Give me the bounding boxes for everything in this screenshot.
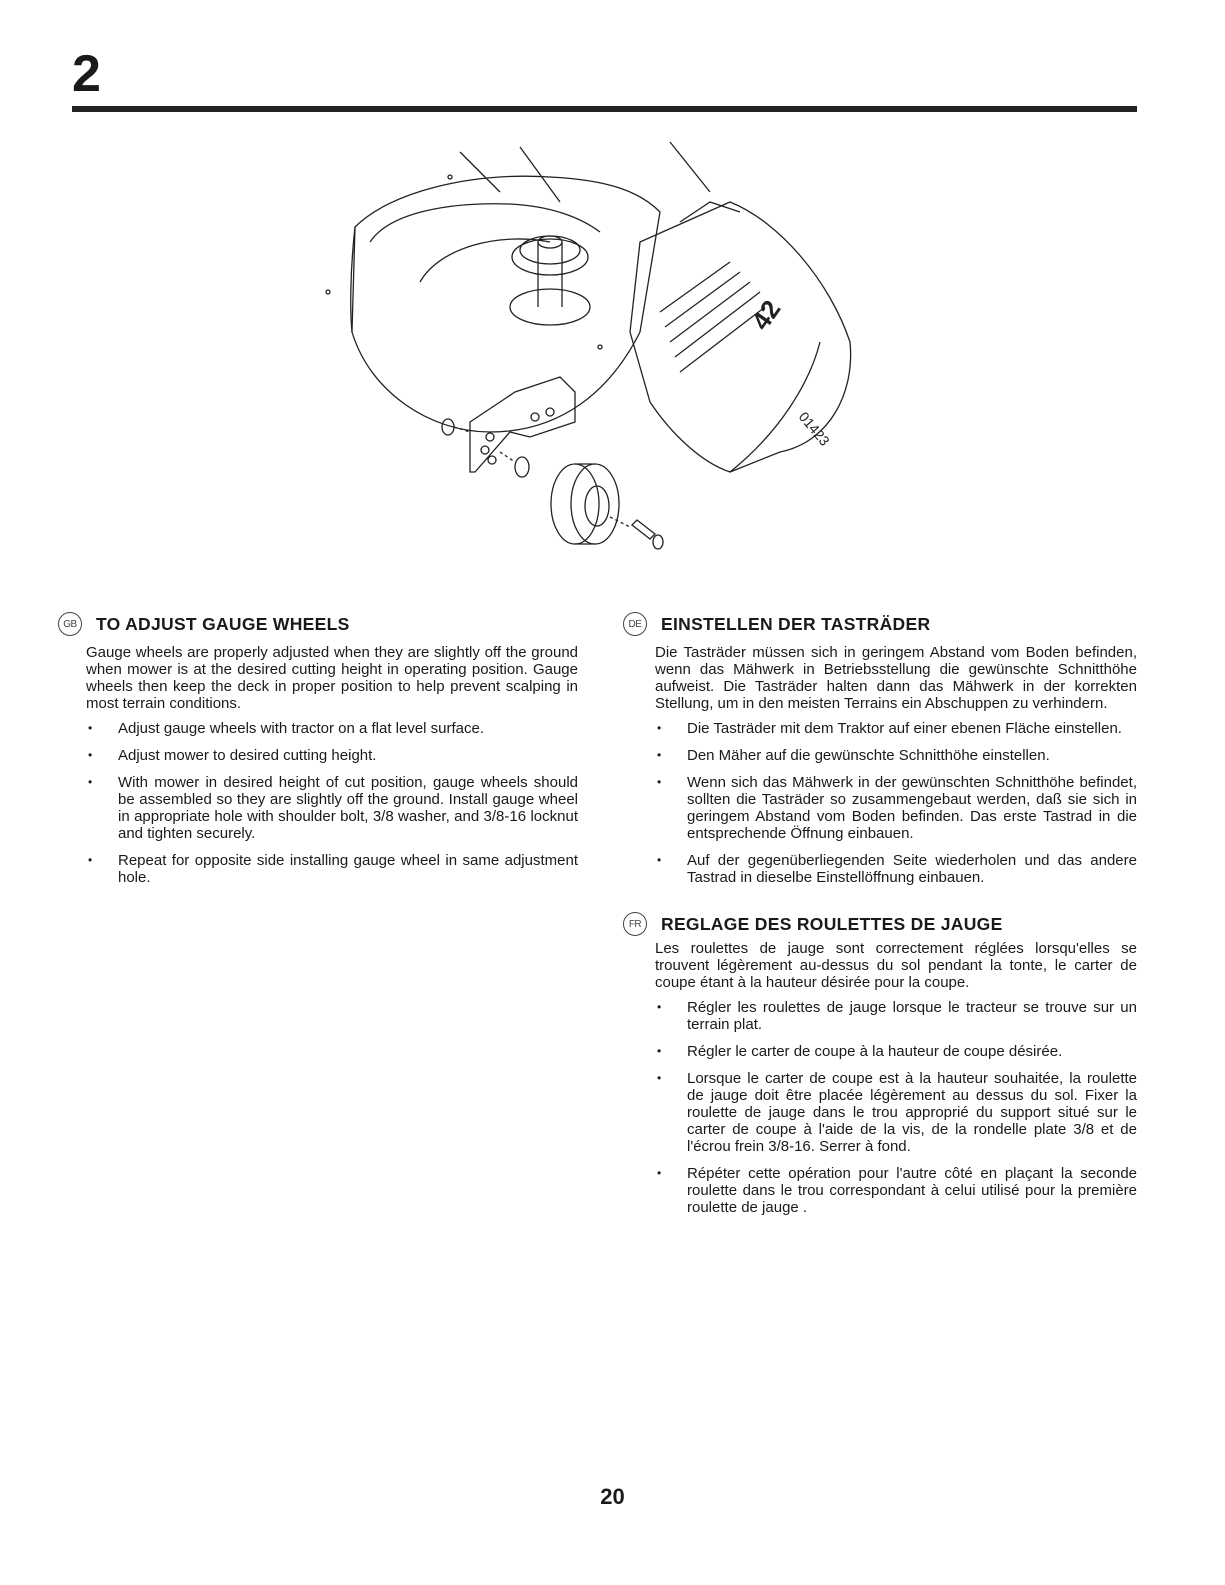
fr-intro: Les roulettes de jauge sont correctement réglées lorsqu'elles se trouvent légèrement au-dessus du sol pendant la tonte, le carter de coupe étant à la hauteur désirée pour la coupe. bbox=[655, 940, 1137, 991]
locknut bbox=[442, 419, 470, 435]
de-fr-column bbox=[628, 612, 1137, 1234]
spindle-pulley bbox=[510, 236, 590, 325]
gb-column bbox=[63, 612, 578, 904]
page-number: 20 bbox=[600, 1484, 625, 1509]
gb-step: • Adjust mower to desired cutting height. bbox=[88, 747, 377, 764]
gauge-wheel-bracket bbox=[470, 377, 575, 472]
fr-step-text: Lorsque le carter de coupe est à la hauteur souhaitée, la roulette de jauge doit être placée légèrement au dessus du sol. Fixer la roulette de jauge dans le trou approprié du support situé sur le carter de coupe à l'aide de la vis, de la rondelle plate 3/8 et de l'écrou frein 3/8-16. Serrer à fond. bbox=[687, 1070, 1137, 1155]
gb-step: • Adjust gauge wheels with tractor on a flat level surface. bbox=[88, 720, 485, 737]
de-step-text: Die Tasträder mit dem Traktor auf einer ebenen Fläche einstellen. bbox=[687, 720, 1122, 737]
de-step: • Den Mäher auf die gewünschte Schnitthöhe einstellen. bbox=[657, 747, 1050, 764]
fr-step: • Régler les roulettes de jauge lorsque le tracteur se trouve sur un terrain plat. bbox=[657, 999, 1137, 1033]
gb-title: TO ADJUST GAUGE WHEELS bbox=[96, 613, 350, 634]
de-step: • Die Tasträder mit dem Traktor auf einer ebenen Fläche einstellen. bbox=[657, 720, 1122, 737]
gb-heading bbox=[63, 612, 578, 636]
header-rule bbox=[72, 106, 1137, 112]
de-intro: Die Tasträder müssen sich in geringem Abstand vom Boden befinden, wenn das Mähwerk in Betriebsstellung die gewünschte Schnitthöhe aufweist. Die Tasträder halten dann das Mähwerk in der korrekten Stellung, um in den meisten Terrains ein Abschuppen zu verhindern. bbox=[655, 644, 1137, 712]
fr-step: • Régler le carter de coupe à la hauteur de coupe désirée. bbox=[657, 1043, 1063, 1060]
de-step-text: Wenn sich das Mähwerk in der gewünschten Schnitthöhe befindet, sollten die Tasträder so zusammengebaut werden, daß sie sich in geringem Abstand vom Boden befinden. Das erste Tastrad in die entsprechende Öffnung einbauen. bbox=[687, 774, 1137, 842]
gb-step-text: Adjust gauge wheels with tractor on a flat level surface. bbox=[118, 720, 485, 737]
fr-step-text: Régler les roulettes de jauge lorsque le tracteur se trouve sur un terrain plat. bbox=[687, 999, 1137, 1033]
de-language-badge: DE bbox=[623, 612, 647, 636]
de-steps bbox=[655, 720, 1137, 886]
part-code-label: 01423 bbox=[795, 408, 833, 449]
gb-step-text: With mower in desired height of cut position, gauge wheels should be assembled so they are slightly off the ground. Install gauge wheel in appropriate hole with shoulder bolt, 3/8 washer, and 3/8-16 locknut and tighten securely. bbox=[118, 774, 578, 842]
gb-step-text: Repeat for opposite side installing gauge wheel in same adjustment hole. bbox=[118, 852, 578, 886]
gauge-wheel-illustration bbox=[310, 132, 870, 562]
deck-size-label: 42 bbox=[745, 294, 787, 336]
fr-steps bbox=[655, 999, 1137, 1216]
fr-step-text: Répéter cette opération pour l'autre côté en plaçant la seconde roulette dans le trou correspondant à celui utilisé pour la première roulette de jauge . bbox=[687, 1165, 1137, 1216]
gb-intro: Gauge wheels are properly adjusted when they are slightly off the ground when mower is at the desired cutting height in operating position. Gauge wheels then keep the deck in proper position to help prevent scalping in most terrain conditions. bbox=[86, 644, 578, 712]
washer bbox=[500, 452, 529, 477]
de-step-text: Auf der gegenüberliegenden Seite wiederholen und das andere Tastrad in dieselbe Einstellöffnung einbauen. bbox=[687, 852, 1137, 886]
de-title: EINSTELLEN DER TASTRÄDER bbox=[661, 613, 931, 634]
fr-language-badge: FR bbox=[623, 912, 647, 936]
gb-step: • With mower in desired height of cut position, gauge wheels should be assembled so they are slightly off the ground. Install gauge wheel in appropriate hole with shoulder bolt, 3/8 washer, and 3/8-16 locknut and tighten securely. bbox=[88, 774, 578, 842]
gb-step: • Repeat for opposite side installing gauge wheel in same adjustment hole. bbox=[88, 852, 578, 886]
gb-step-text: Adjust mower to desired cutting height. bbox=[118, 747, 377, 764]
fr-title: REGLAGE DES ROULETTES DE JAUGE bbox=[661, 913, 1003, 934]
fr-step-text: Régler le carter de coupe à la hauteur de coupe désirée. bbox=[687, 1043, 1063, 1060]
de-heading bbox=[628, 612, 1137, 636]
mower-deck-outline bbox=[352, 176, 660, 432]
gauge-wheel bbox=[551, 464, 619, 544]
gb-section bbox=[63, 612, 578, 886]
gb-language-badge: GB bbox=[58, 612, 82, 636]
fr-step: • Lorsque le carter de coupe est à la hauteur souhaitée, la roulette de jauge doit être placée légèrement au dessus du sol. Fixer la roulette de jauge dans le trou approprié du support situé sur le carter de coupe à l'aide de la vis, de la rondelle plate 3/8 et de l'écrou frein 3/8-16. Serrer à fond. bbox=[657, 1070, 1137, 1155]
fr-heading bbox=[628, 912, 1137, 936]
de-step: • Auf der gegenüberliegenden Seite wiederholen und das andere Tastrad in dieselbe Einstellöffnung einbauen. bbox=[657, 852, 1137, 886]
section-number: 2 bbox=[72, 45, 101, 103]
de-step: • Wenn sich das Mähwerk in der gewünschten Schnitthöhe befindet, sollten die Tasträder so zusammengebaut werden, daß sie sich in geringem Abstand vom Boden befinden. Das erste Tastrad in die entsprechende Öffnung einbauen. bbox=[657, 774, 1137, 842]
shoulder-bolt bbox=[610, 517, 663, 549]
gb-steps bbox=[86, 720, 578, 886]
de-step-text: Den Mäher auf die gewünschte Schnitthöhe einstellen. bbox=[687, 747, 1050, 764]
de-section bbox=[628, 612, 1137, 886]
fr-section bbox=[628, 912, 1137, 1216]
fr-step: • Répéter cette opération pour l'autre côté en plaçant la seconde roulette dans le trou correspondant à celui utilisé pour la première roulette de jauge . bbox=[657, 1165, 1137, 1216]
